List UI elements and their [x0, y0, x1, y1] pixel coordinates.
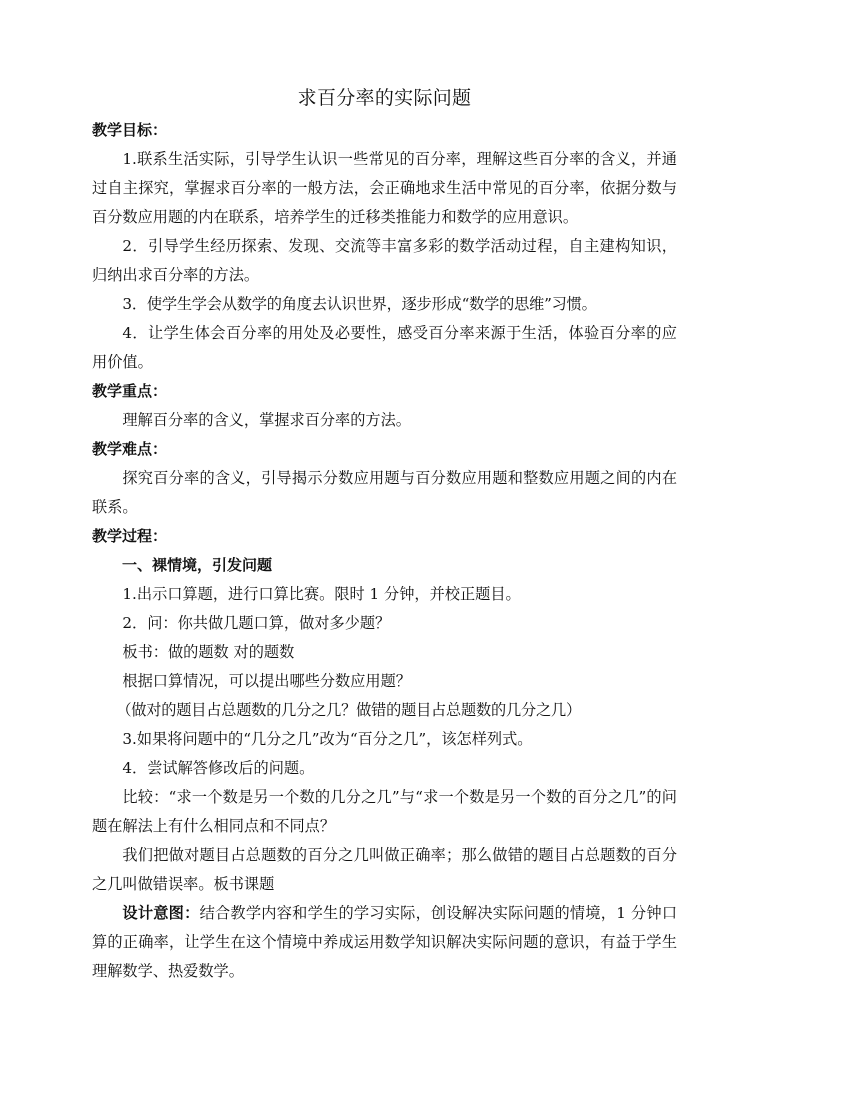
key-points-text: 理解百分率的含义，掌握求百分率的方法。: [122, 411, 411, 429]
key-points-heading: 教学重点：: [92, 382, 168, 400]
process-line-5: （做对的题目占总题数的几分之几？做错的题目占总题数的几分之几）: [116, 701, 581, 719]
process-line-6: 3.如果将问题中的“几分之几”改为“百分之几”，该怎样列式。: [122, 730, 533, 748]
objective-item-2: 2．引导学生经历探索、发现、交流等丰富多彩的数学活动过程，自主建构知识，归纳出求百分率的方法。: [92, 237, 677, 284]
design-intent-paragraph: [92, 899, 677, 986]
process-line-2: 2．问：你共做几题口算，做对多少题？: [122, 614, 391, 632]
process-line-3: 板书：做的题数 对的题数: [122, 643, 295, 661]
difficulties-text: 探究百分率的含义，引导揭示分数应用题与百分数应用题和整数应用题之间的内在联系。: [92, 469, 677, 516]
objective-item-3: 3．使学生学会从数学的角度去认识世界，逐步形成“数学的思维”习惯。: [122, 295, 597, 313]
process-line-1: 1.出示口算题，进行口算比赛。限时 1 分钟，并校正题目。: [122, 585, 521, 603]
document-title: 求百分率的实际问题: [297, 87, 472, 109]
process-line-4: 根据口算情况，可以提出哪些分数应用题？: [122, 672, 411, 690]
process-line-9: 我们把做对题目占总题数的百分之几叫做正确率；那么做错的题目占总题数的百分之几叫做错误率。板书课题: [92, 846, 677, 893]
process-line-8: 比较：“求一个数是另一个数的几分之几”与“求一个数是另一个数的百分之几”的问题在解法上有什么相同点和不同点？: [92, 788, 677, 835]
design-intent-label: 设计意图：: [122, 904, 200, 922]
difficulties-heading: 教学难点：: [92, 440, 168, 458]
design-intent-text: 结合教学内容和学生的学习实际，创设解决实际问题的情境，1 分钟口算的正确率，让学生在这个情境中养成运用数学知识解决实际问题的意识，有益于学生理解数学、热爱数学。: [92, 904, 678, 980]
objective-item-1: 1.联系生活实际，引导学生认识一些常见的百分率，理解这些百分率的含义，并通过自主探究，掌握求百分率的一般方法，会正确地求生活中常见的百分率，依据分数与百分数应用题的内在联系，培养学生的迁移类推能力和数学的应用意识。: [92, 150, 677, 226]
process-line-7: 4．尝试解答修改后的问题。: [122, 759, 315, 777]
process-part-one-title: 一、裸情境，引发问题: [122, 556, 273, 574]
process-heading: 教学过程：: [92, 527, 168, 545]
objective-item-4: 4．让学生体会百分率的用处及必要性，感受百分率来源于生活，体验百分率的应用价值。: [92, 324, 677, 371]
objectives-heading: 教学目标：: [92, 121, 168, 139]
